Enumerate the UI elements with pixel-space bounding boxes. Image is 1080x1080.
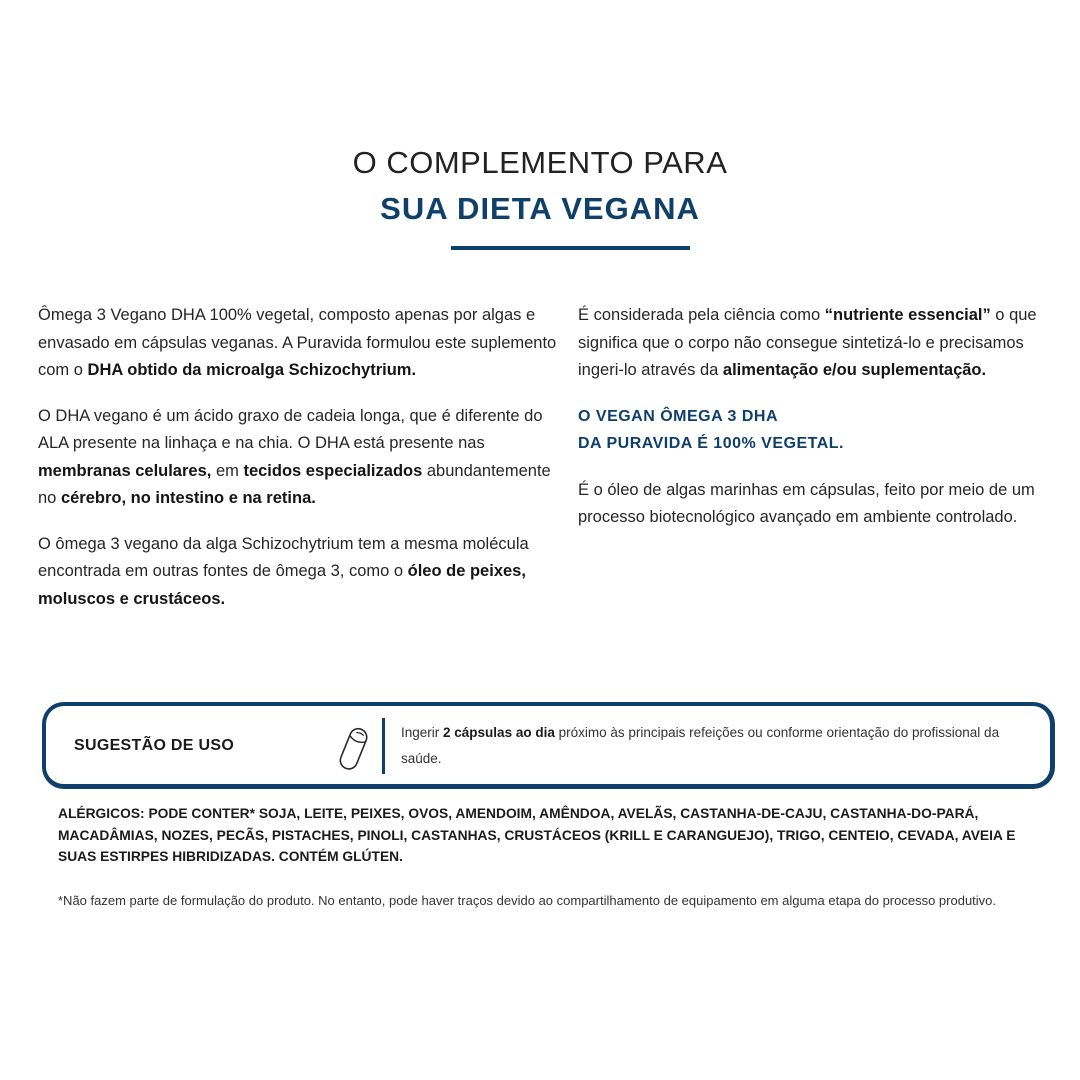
text: O ômega 3 vegano da alga Schizochytrium tem a mesma molécula encontrada em outras fontes de ômega 3, como o [38,534,529,580]
paragraph-dha-intro [38,302,558,385]
text: Ingerir [401,725,444,740]
text: Ômega 3 Vegano DHA 100% vegetal, composto apenas por algas e envasado em cápsulas veganas. A Puravida formulou este suplemento com o [38,306,557,379]
bold-text: DHA obtido da microalga Schizochytrium. [87,361,417,379]
dosage: 2 cápsulas ao dia [443,725,555,740]
sub-heading-line-2: DA PURAVIDA É 100% VEGETAL. [578,434,844,452]
paragraph-algae-oil: É o óleo de algas marinhas em cápsulas, feito por meio de um processo biotecnológico avançado em ambiente controlado. [578,480,1035,526]
bold-text: óleo de peixes, moluscos e crustáceos. [38,562,526,608]
paragraph-same-molecule [38,531,558,614]
text: O DHA vegano é um ácido graxo de cadeia longa, que é diferente do ALA presente na linhaça e na chia. O DHA está presente nas [38,406,543,452]
heading-line-1: O COMPLEMENTO PARA [352,145,728,180]
capsule-icon [336,724,372,774]
text: próximo às principais refeições ou conforme orientação do profissional da saúde. [401,725,1000,766]
heading-divider [451,246,690,250]
section-heading [0,140,1080,232]
right-column [578,302,1068,550]
heading-line-2: SUA DIETA VEGANA [380,191,700,226]
text: É considerada pela ciência como [578,306,825,324]
paragraph-dha-description [38,403,558,513]
text: o que significa que o corpo não consegue sintetizá-lo e precisamos ingeri-lo através da [578,306,1037,379]
bold-text: cérebro, no intestino e na retina. [60,489,316,507]
allergen-footnote: *Não fazem parte de formulação do produto. No entanto, pode haver traços devido ao compartilhamento de equipamento em alguma etapa do processo produtivo. [58,893,997,908]
bold-text: tecidos especializados [243,461,423,480]
text: em [211,461,244,480]
allergen-warning: ALÉRGICOS: PODE CONTER* SOJA, LEITE, PEIXES, OVOS, AMENDOIM, AMÊNDOA, AVELÃS, CASTANHA-DE-CAJU, CASTANHA-DO-PARÁ, MACADÂMIAS, NOZES, PECÃS, PISTACHES, PINOLI, CASTANHAS, CRUSTÁCEOS (KRILL E CARANGUEJO), TRIGO, CENTEIO, CEVADA, AVEIA E SUAS ESTIRPES HIBRIDIZADAS. CONTÉM GLÚTEN. [58,806,1016,864]
bold-text: “nutriente essencial” [824,306,991,324]
left-column [38,302,558,631]
bold-text: membranas celulares, [38,461,212,480]
sub-heading-line-1: O VEGAN ÔMEGA 3 DHA [578,407,779,425]
usage-suggestion-box [42,702,1055,789]
usage-title: SUGESTÃO DE USO [74,737,235,754]
text: abundantemente no [38,461,551,507]
paragraph-essential-nutrient [578,302,1068,385]
usage-divider [382,718,385,774]
vegan-sub-heading [578,403,1068,457]
usage-instructions [401,720,1031,772]
bold-text: alimentação e/ou suplementação. [722,361,987,379]
